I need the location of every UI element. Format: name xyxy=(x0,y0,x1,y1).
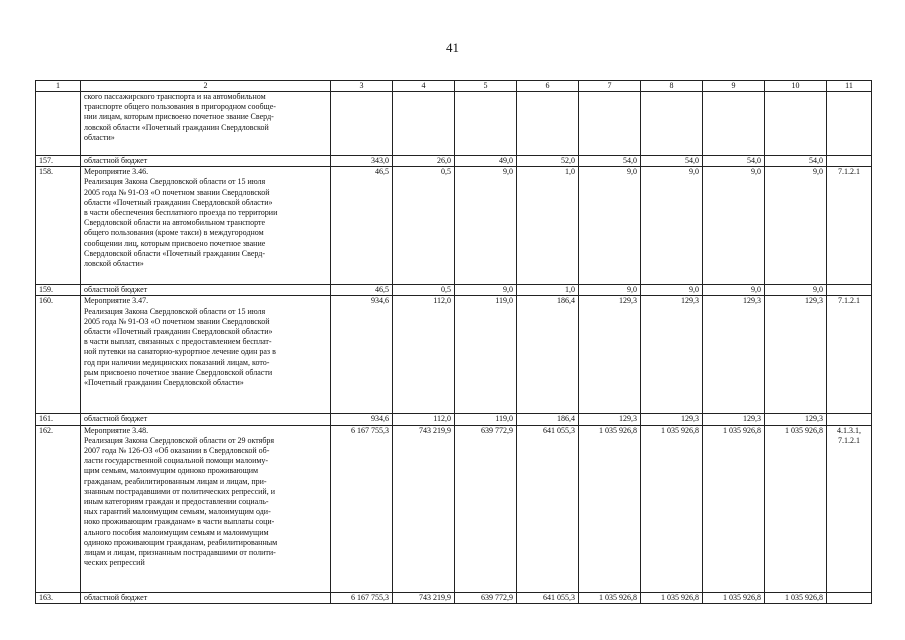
cell-value-col4: 26,0 xyxy=(393,156,455,167)
cell-value-col7: 129,3 xyxy=(579,296,641,414)
cell-value-col9: 9,0 xyxy=(703,167,765,285)
row-code: 7.1.2.1 xyxy=(827,296,872,414)
row-description: Мероприятие 3.47. Реализация Закона Свердловской области от 15 июля 2005 года № 91-ОЗ «О почетном звании Свердловской области «Почетный гражданин Свердловской области» в части выплат, связанных с предоставлением бесплат- ной путевки на санаторно-курортное лечение один раз в год при наличии медицинских показаний лицам, кото- рым присвоено почетное звание Свердловской области «Почетный гражданин Свердловской области» xyxy=(81,296,331,414)
row-description: областной бюджет xyxy=(81,592,331,603)
cell-value-col10: 9,0 xyxy=(765,285,827,296)
row-num: 157. xyxy=(36,156,81,167)
table-row xyxy=(36,592,872,603)
cell-value-col8: 129,3 xyxy=(641,414,703,425)
cell-value-col6 xyxy=(517,92,579,156)
cell-value-col6: 641 055,3 xyxy=(517,425,579,592)
cell-value-col7 xyxy=(579,92,641,156)
cell-value-col10: 129,3 xyxy=(765,414,827,425)
table-row xyxy=(36,156,872,167)
cell-value-col7: 1 035 926,8 xyxy=(579,425,641,592)
cell-value-col3: 6 167 755,3 xyxy=(331,592,393,603)
cell-value-col5: 639 772,9 xyxy=(455,592,517,603)
cell-value-col10: 129,3 xyxy=(765,296,827,414)
row-description: областной бюджет xyxy=(81,285,331,296)
row-description: областной бюджет xyxy=(81,414,331,425)
header-col-11: 11 xyxy=(827,81,872,92)
cell-value-col5: 9,0 xyxy=(455,167,517,285)
row-description: ского пассажирского транспорта и на автомобильном транспорте общего пользования в пригородном сообще- нии лицам, которым присвоено почетное звание Сверд- ловской области «Почетный гражданин Свердловской области» xyxy=(81,92,331,156)
row-description: Мероприятие 3.48. Реализация Закона Свердловской области от 29 октября 2007 года № 126-ОЗ «Об оказании в Свердловской об- ласти государственной социальной помощи малоиму- щим семьям, малоимущим одиноко проживающим гражданам, реабилитированным лицам и лицам, при- знанным пострадавшими от политических репрессий, и иным категориям граждан и предоставлении социаль- ных гарантий малоимущим семьям, малоимущим оди- ноко проживающим гражданам» в части выплаты соци- ального пособия малоимущим семьям и малоимущим одиноко проживающим гражданам, реабилитированным лицам и лицам, признанным пострадавшими от полити- ческих репрессий xyxy=(81,425,331,592)
cell-value-col4: 743 219,9 xyxy=(393,592,455,603)
cell-value-col8: 1 035 926,8 xyxy=(641,425,703,592)
header-col-2: 2 xyxy=(81,81,331,92)
cell-value-col3: 46,5 xyxy=(331,167,393,285)
table-row xyxy=(36,414,872,425)
cell-value-col3: 934,6 xyxy=(331,414,393,425)
table-row xyxy=(36,425,872,592)
cell-value-col10: 9,0 xyxy=(765,167,827,285)
row-code xyxy=(827,92,872,156)
header-col-4: 4 xyxy=(393,81,455,92)
row-description: областной бюджет xyxy=(81,156,331,167)
cell-value-col3: 46,5 xyxy=(331,285,393,296)
row-num: 160. xyxy=(36,296,81,414)
header-col-10: 10 xyxy=(765,81,827,92)
cell-value-col6: 52,0 xyxy=(517,156,579,167)
cell-value-col10 xyxy=(765,92,827,156)
row-num: 162. xyxy=(36,425,81,592)
row-num: 158. xyxy=(36,167,81,285)
cell-value-col9: 1 035 926,8 xyxy=(703,425,765,592)
cell-value-col3: 6 167 755,3 xyxy=(331,425,393,592)
cell-value-col3: 934,6 xyxy=(331,296,393,414)
cell-value-col10: 1 035 926,8 xyxy=(765,592,827,603)
header-col-6: 6 xyxy=(517,81,579,92)
cell-value-col7: 9,0 xyxy=(579,167,641,285)
cell-value-col10: 54,0 xyxy=(765,156,827,167)
cell-value-col7: 129,3 xyxy=(579,414,641,425)
table-row xyxy=(36,167,872,285)
cell-value-col9: 129,3 xyxy=(703,296,765,414)
cell-value-col9: 129,3 xyxy=(703,414,765,425)
header-col-1: 1 xyxy=(36,81,81,92)
cell-value-col7: 1 035 926,8 xyxy=(579,592,641,603)
row-num: 159. xyxy=(36,285,81,296)
cell-value-col4: 112,0 xyxy=(393,414,455,425)
cell-value-col4: 743 219,9 xyxy=(393,425,455,592)
cell-value-col9 xyxy=(703,92,765,156)
row-code xyxy=(827,414,872,425)
cell-value-col5: 119,0 xyxy=(455,296,517,414)
header-col-8: 8 xyxy=(641,81,703,92)
cell-value-col8: 129,3 xyxy=(641,296,703,414)
header-col-7: 7 xyxy=(579,81,641,92)
row-num: 163. xyxy=(36,592,81,603)
row-code xyxy=(827,285,872,296)
cell-value-col9: 1 035 926,8 xyxy=(703,592,765,603)
cell-value-col5: 49,0 xyxy=(455,156,517,167)
cell-value-col6: 641 055,3 xyxy=(517,592,579,603)
cell-value-col4: 112,0 xyxy=(393,296,455,414)
row-code: 4.1.3.1, 7.1.2.1 xyxy=(827,425,872,592)
header-col-3: 3 xyxy=(331,81,393,92)
cell-value-col9: 54,0 xyxy=(703,156,765,167)
cell-value-col8: 54,0 xyxy=(641,156,703,167)
cell-value-col7: 9,0 xyxy=(579,285,641,296)
cell-value-col9: 9,0 xyxy=(703,285,765,296)
cell-value-col8: 1 035 926,8 xyxy=(641,592,703,603)
cell-value-col6: 186,4 xyxy=(517,296,579,414)
cell-value-col5: 9,0 xyxy=(455,285,517,296)
table-row xyxy=(36,285,872,296)
cell-value-col6: 186,4 xyxy=(517,414,579,425)
row-num xyxy=(36,92,81,156)
cell-value-col7: 54,0 xyxy=(579,156,641,167)
cell-value-col4 xyxy=(393,92,455,156)
header-col-5: 5 xyxy=(455,81,517,92)
row-code xyxy=(827,592,872,603)
cell-value-col8: 9,0 xyxy=(641,285,703,296)
header-row xyxy=(36,81,872,92)
cell-value-col5: 119,0 xyxy=(455,414,517,425)
cell-value-col5: 639 772,9 xyxy=(455,425,517,592)
table-row xyxy=(36,296,872,414)
cell-value-col8 xyxy=(641,92,703,156)
budget-table xyxy=(35,80,872,604)
cell-value-col3: 343,0 xyxy=(331,156,393,167)
header-col-9: 9 xyxy=(703,81,765,92)
page-number: 41 xyxy=(446,40,459,55)
row-code: 7.1.2.1 xyxy=(827,167,872,285)
row-description: Мероприятие 3.46. Реализация Закона Свердловской области от 15 июля 2005 года № 91-ОЗ «О почетном звании Свердловской области «Почетный гражданин Свердловской области» в части обеспечения бесплатного проезда по территории Свердловской области на автомобильном транспорте общего пользования (кроме такси) в междугородном сообщении лиц, которым присвоено почетное звание Свердловской области «Почетный гражданин Сверд- ловской области» xyxy=(81,167,331,285)
cell-value-col8: 9,0 xyxy=(641,167,703,285)
cell-value-col4: 0,5 xyxy=(393,167,455,285)
table-row xyxy=(36,92,872,156)
row-num: 161. xyxy=(36,414,81,425)
cell-value-col6: 1,0 xyxy=(517,285,579,296)
cell-value-col4: 0,5 xyxy=(393,285,455,296)
cell-value-col3 xyxy=(331,92,393,156)
row-code xyxy=(827,156,872,167)
cell-value-col5 xyxy=(455,92,517,156)
cell-value-col6: 1,0 xyxy=(517,167,579,285)
cell-value-col10: 1 035 926,8 xyxy=(765,425,827,592)
